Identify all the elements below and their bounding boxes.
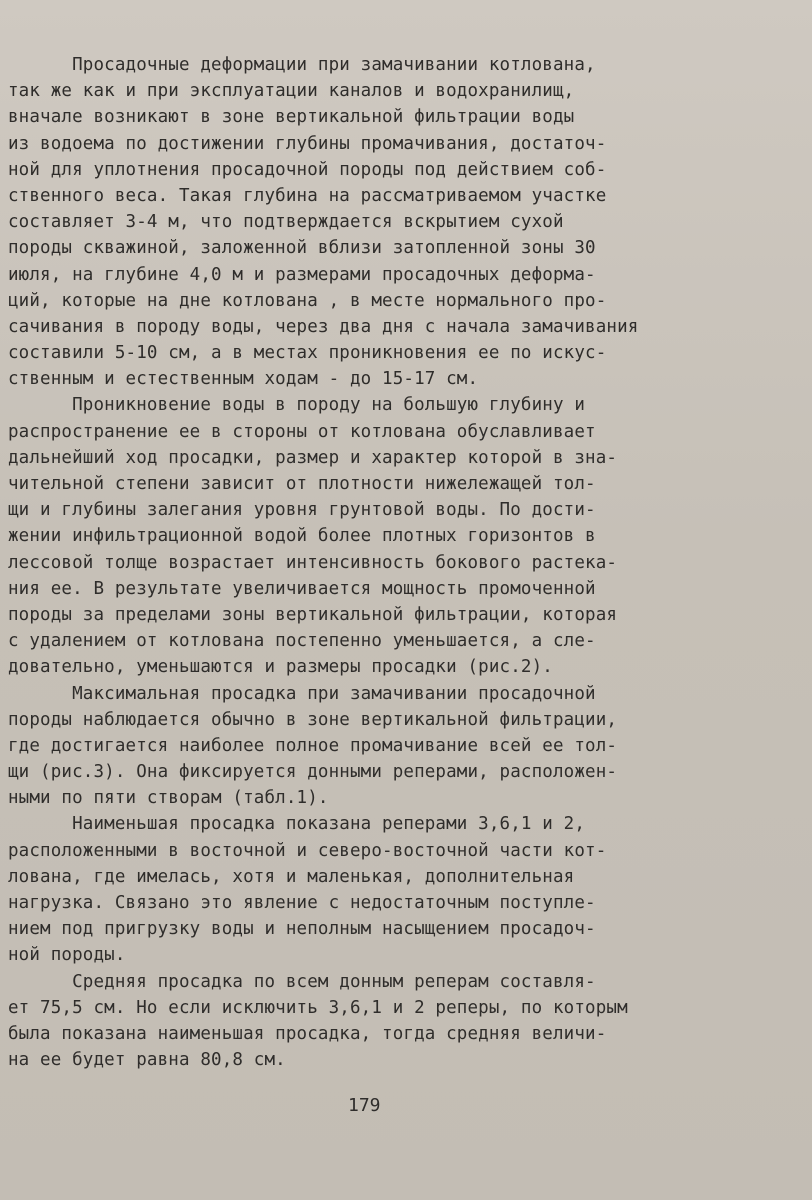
text-line: ет 75,5 см. Но если исключить 3,6,1 и 2 реперы, по которым xyxy=(8,997,628,1018)
text-line: сачивания в породу воды, через два дня с начала замачивания xyxy=(8,316,639,337)
page-number: 179 xyxy=(348,1095,381,1116)
text-line: ственного веса. Такая глубина на рассматриваемом участке xyxy=(8,185,607,206)
text-line: нием под пригрузку воды и неполным насыщением просадоч- xyxy=(8,919,596,940)
text-line: довательно, уменьшаются и размеры просадки (рис.2). xyxy=(8,657,553,678)
body-text xyxy=(8,52,804,1073)
text-line: Максимальная просадка при замачивании просадочной xyxy=(8,683,596,704)
text-line: породы скважиной, заложенной вблизи затопленной зоны 30 xyxy=(8,238,596,259)
text-line: распространение ее в стороны от котлована обуславливает xyxy=(8,421,596,442)
text-line: щи и глубины залегания уровня грунтовой воды. По дости- xyxy=(8,500,596,521)
text-line: ной для уплотнения просадочной породы под действием соб- xyxy=(8,159,607,180)
text-line: ной породы. xyxy=(8,945,126,966)
text-line: ными по пяти створам (табл.1). xyxy=(8,788,329,809)
text-line: породы за пределами зоны вертикальной фильтрации, которая xyxy=(8,604,618,625)
text-line: Наименьшая просадка показана реперами 3,6,1 и 2, xyxy=(8,814,586,835)
text-line: дальнейший ход просадки, размер и характер которой в зна- xyxy=(8,447,618,468)
text-line: составляет 3-4 м, что подтверждается вскрытием сухой xyxy=(8,212,564,233)
text-line: на ее будет равна 80,8 см. xyxy=(8,1050,286,1071)
text-line: лессовой толще возрастает интенсивность бокового растека- xyxy=(8,552,618,573)
text-line: ций, которые на дне котлована , в месте нормального про- xyxy=(8,290,607,311)
text-line: породы наблюдается обычно в зоне вертикальной фильтрации, xyxy=(8,709,618,730)
text-line: щи (рис.3). Она фиксируется донными реперами, расположен- xyxy=(8,762,618,783)
text-line: с удалением от котлована постепенно уменьшается, а сле- xyxy=(8,631,596,652)
text-line: нагрузка. Связано это явление с недостаточным поступле- xyxy=(8,893,596,913)
text-line: ния ее. В результате увеличивается мощность промоченной xyxy=(8,578,596,599)
text-line: лована, где имелась, хотя и маленькая, дополнительная xyxy=(8,866,575,887)
text-line: так же как и при эксплуатации каналов и водохранилищ, xyxy=(8,81,575,102)
text-line: жении инфильтрационной водой более плотных горизонтов в xyxy=(8,526,596,547)
text-line: из водоема по достижении глубины промачивания, достаточ- xyxy=(8,133,607,154)
text-line: расположенными в восточной и северо-восточной части кот- xyxy=(8,840,607,861)
text-line: Проникновение воды в породу на большую глубину и xyxy=(8,395,586,416)
text-line: июля, на глубине 4,0 м и размерами просадочных деформа- xyxy=(8,264,596,285)
text-line: вначале возникают в зоне вертикальной фильтрации воды xyxy=(8,107,575,128)
text-line: ственным и естественным ходам - до 15-17 см. xyxy=(8,369,479,390)
text-line: где достигается наиболее полное промачивание всей ее тол- xyxy=(8,735,618,756)
text-line: Просадочные деформации при замачивании котлована, xyxy=(8,55,596,75)
text-line: чительной степени зависит от плотности нижележащей тол- xyxy=(8,474,596,494)
text-line: была показана наименьшая просадка, тогда средняя величи- xyxy=(8,1023,607,1044)
text-line: составили 5-10 см, а в местах проникновения ее по искус- xyxy=(8,343,607,364)
text-line: Средняя просадка по всем донным реперам составля- xyxy=(8,971,596,992)
